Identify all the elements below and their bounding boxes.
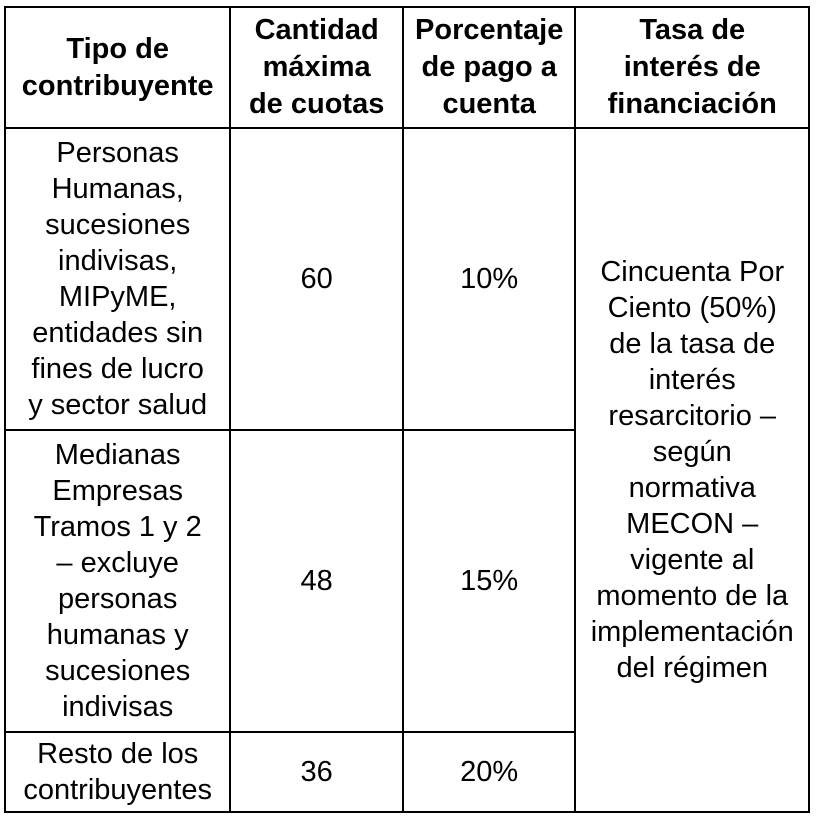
cell-line: del régimen — [616, 652, 768, 684]
cell-line: – excluye — [56, 547, 179, 579]
cell-tipo-contribuyente — [5, 128, 230, 430]
cell-line: Cincuenta Por — [600, 256, 785, 288]
cell-line: y sector salud — [28, 389, 208, 421]
cell-cuotas: 60 — [230, 128, 403, 430]
cell-tipo-contribuyente — [5, 732, 230, 812]
header-line: máxima — [262, 51, 371, 83]
cell-line: personas — [58, 583, 178, 615]
cell-tasa-interes — [575, 128, 809, 812]
header-line: Cantidad — [254, 14, 379, 46]
cell-line: según — [652, 436, 732, 468]
header-line: contribuyente — [21, 69, 214, 102]
cell-porcentaje: 15% — [403, 430, 576, 732]
cell-line: Medianas — [54, 439, 181, 471]
cell-line: indivisas, — [58, 245, 178, 277]
cell-line: Ciento (50%) — [607, 292, 777, 324]
table-row — [5, 128, 809, 430]
header-tasa-interes — [575, 7, 809, 128]
cell-line: contribuyentes — [23, 774, 212, 806]
cell-line: indivisas — [62, 691, 174, 723]
cell-line: de la tasa de — [609, 328, 776, 360]
cell-line: fines de lucro — [31, 353, 204, 385]
cell-line: entidades sin — [32, 317, 204, 349]
cell-line: sucesiones — [45, 209, 191, 241]
cell-line: sucesiones — [45, 655, 191, 687]
header-line: de pago a — [421, 51, 557, 83]
cell-line: Humanas, — [51, 173, 184, 205]
header-line: Tasa de — [639, 14, 746, 46]
cell-cuotas: 36 — [230, 732, 403, 812]
cell-line: humanas y — [46, 619, 189, 651]
cell-line: vigente al — [630, 544, 755, 576]
header-line: interés de — [623, 51, 761, 83]
header-tipo-contribuyente — [5, 7, 230, 128]
cell-line: interés — [648, 364, 736, 396]
cell-line: implementación — [590, 616, 794, 648]
cell-line: Resto de los — [37, 738, 199, 770]
cell-line: MIPyME, — [58, 281, 177, 313]
cell-line: normativa — [628, 472, 756, 504]
cell-line: MECON – — [626, 508, 759, 540]
cell-line: momento de la — [596, 580, 789, 612]
header-line: Porcentaje — [415, 14, 564, 46]
header-line: de cuotas — [248, 88, 385, 120]
table-header-row — [5, 7, 809, 128]
cell-line: resarcitorio – — [608, 400, 777, 432]
cell-line: Personas — [56, 137, 179, 169]
contribuyentes-table — [4, 6, 810, 813]
header-line: financiación — [607, 88, 777, 120]
cell-line: Tramos 1 y 2 — [33, 511, 202, 543]
cell-cuotas: 48 — [230, 430, 403, 732]
header-line: Tipo de — [66, 32, 169, 65]
header-cantidad-cuotas — [230, 7, 403, 128]
header-line: cuenta — [442, 88, 536, 120]
cell-line: Empresas — [52, 475, 183, 507]
cell-porcentaje: 10% — [403, 128, 576, 430]
cell-tipo-contribuyente — [5, 430, 230, 732]
header-porcentaje-pago — [403, 7, 576, 128]
cell-porcentaje: 20% — [403, 732, 576, 812]
